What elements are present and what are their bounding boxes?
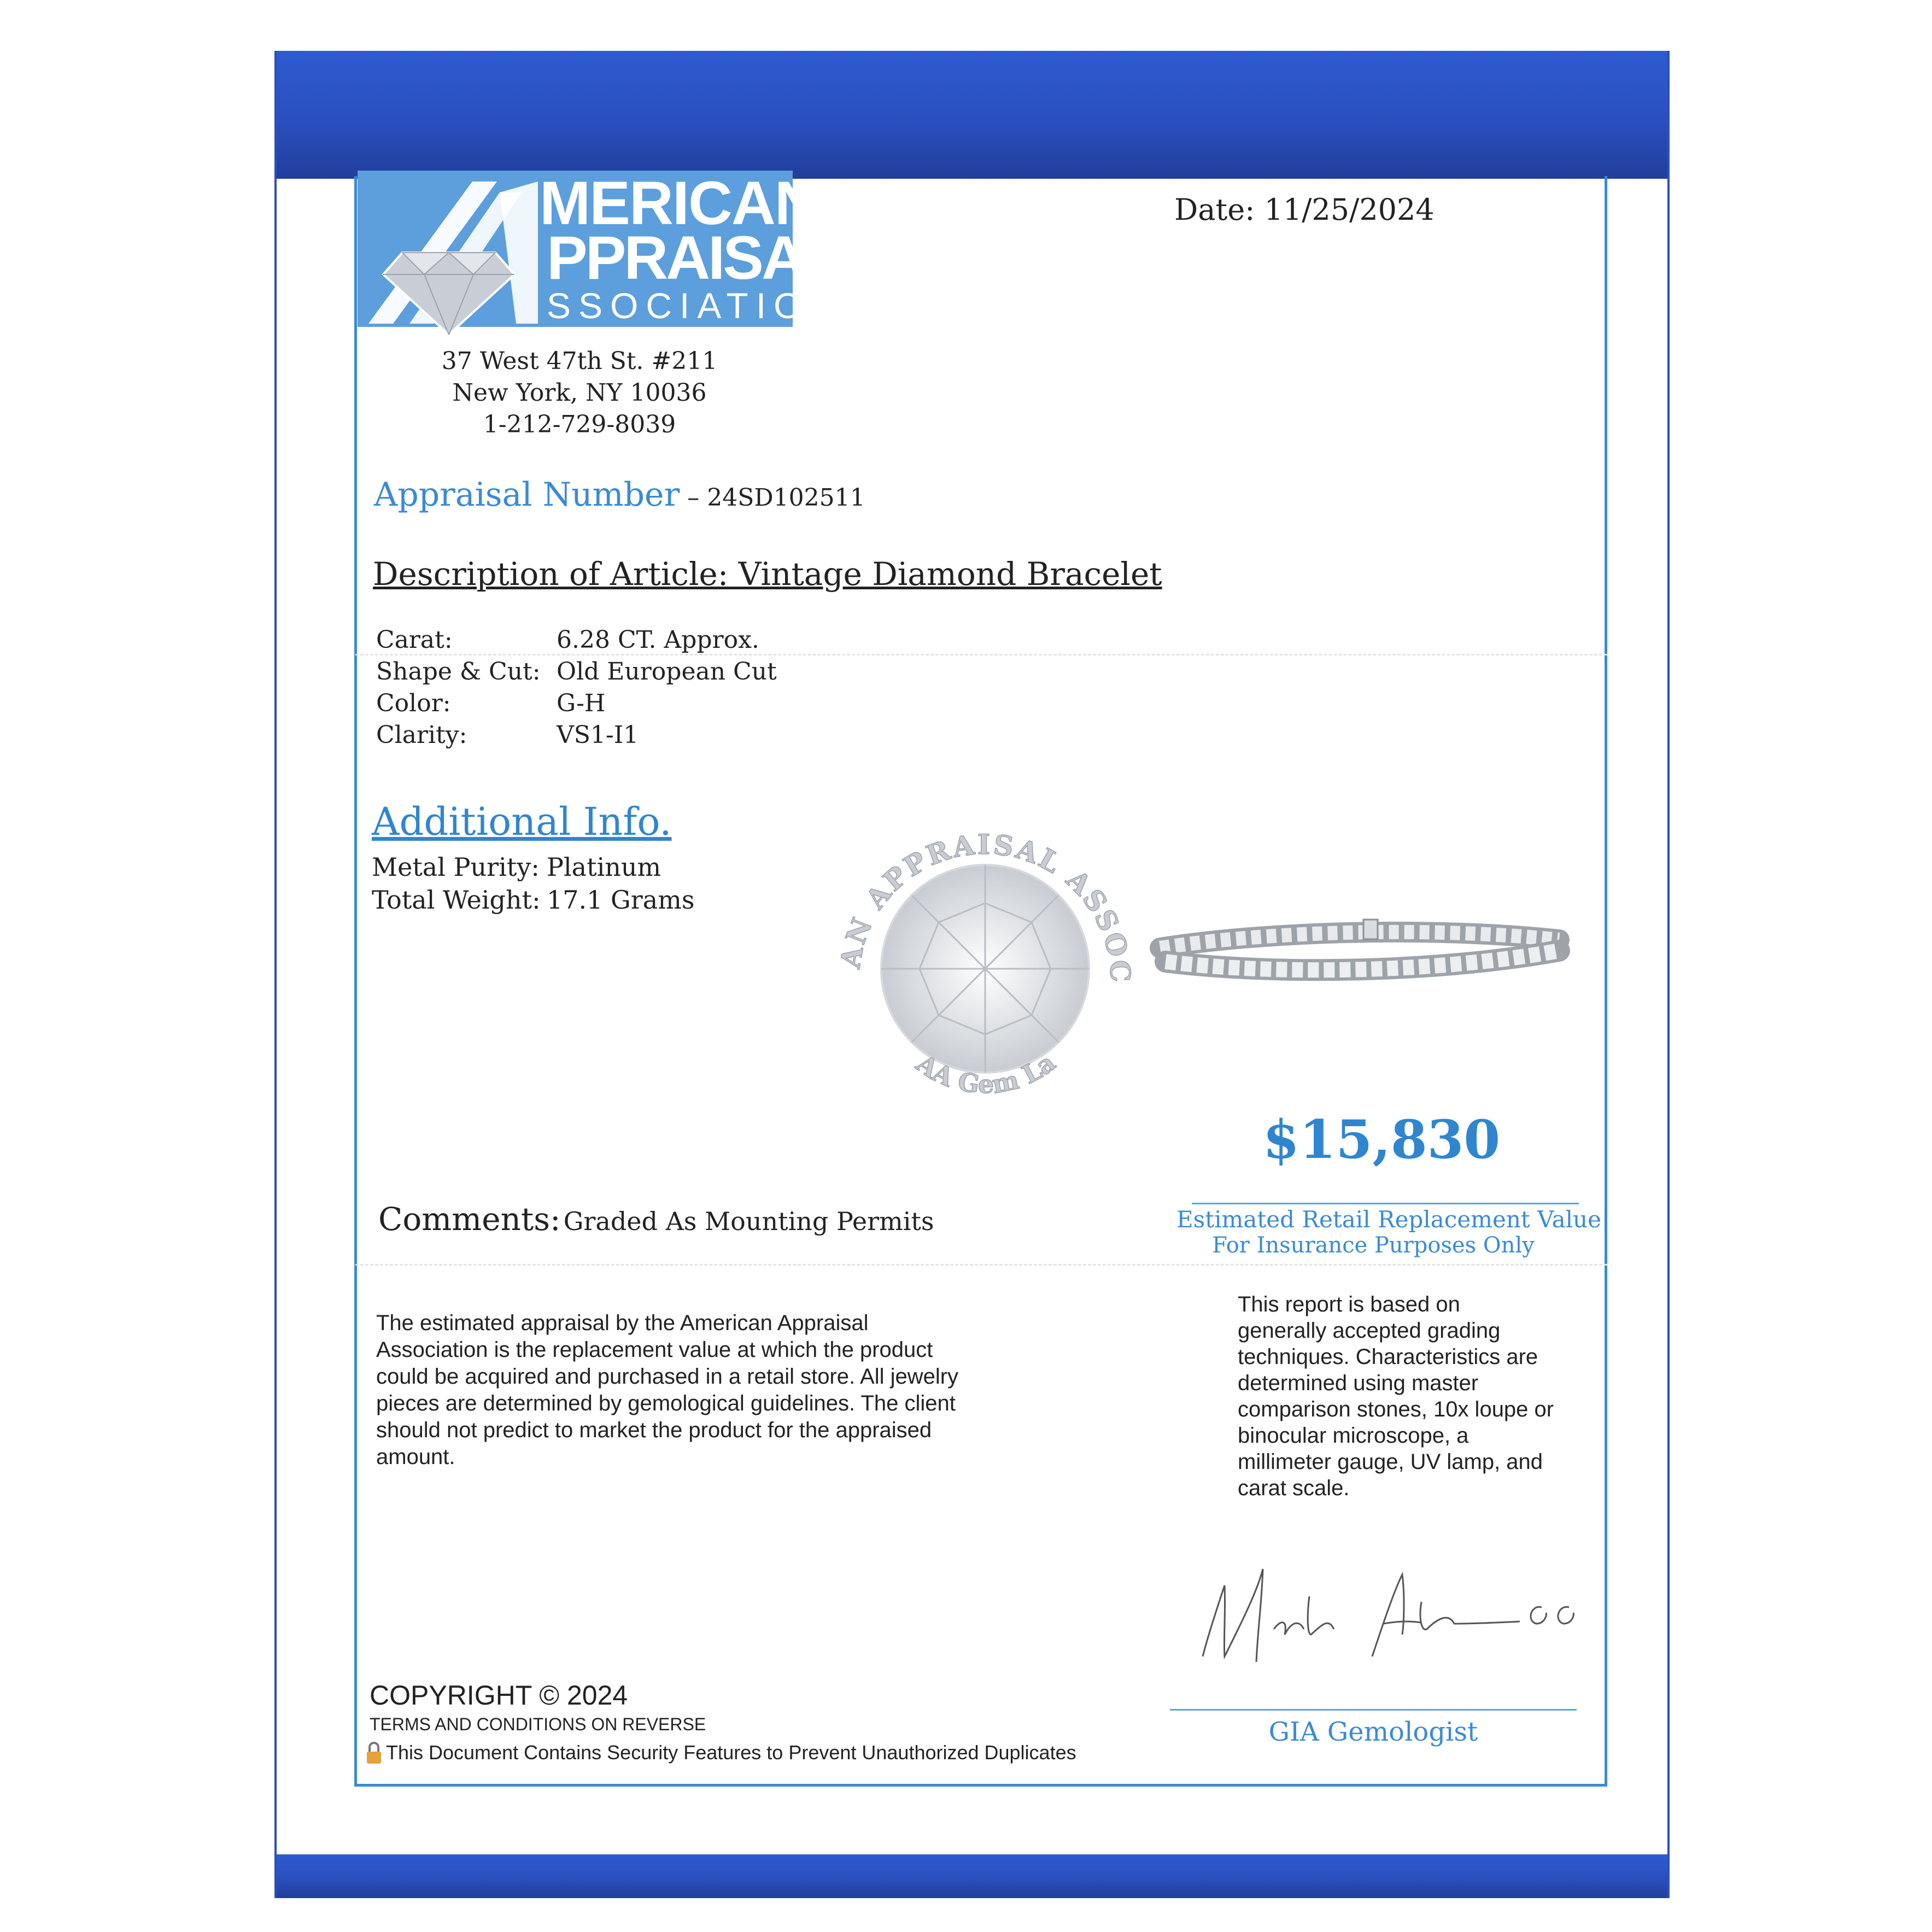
gemologist-signature [1192, 1553, 1585, 1681]
appraised-value: $15,830 [1263, 1109, 1501, 1170]
fold-line-2 [355, 1264, 1607, 1266]
metal-purity-row: Metal Purity: Platinum [372, 852, 661, 882]
seal-bottom-text: AA Gem La [911, 1047, 1061, 1099]
appraisal-number-value: 24SD102511 [707, 484, 865, 512]
logo-line-1: MERICAN [540, 169, 818, 237]
association-logo [358, 169, 844, 327]
appraisal-number-label: Appraisal Number [374, 476, 680, 514]
gem-specs [376, 624, 777, 751]
phone-number: 1-212-729-8039 [483, 411, 676, 438]
logo-diamond-icon [383, 253, 514, 335]
security-notice [365, 1741, 1076, 1765]
copyright: COPYRIGHT © 2024 [370, 1680, 628, 1711]
seal-arc-text: AN APPRAISAL ASSOC [834, 828, 1137, 985]
lock-icon [365, 1741, 383, 1765]
terms-notice: TERMS AND CONDITIONS ON REVERSE [370, 1714, 706, 1734]
bracelet-image [1155, 910, 1565, 994]
article-description: Description of Article: Vintage Diamond Bracelet [373, 555, 1162, 593]
spec-row-color: Color: G-H [376, 689, 606, 717]
value-rule [1192, 1203, 1579, 1204]
address-line-2: New York, NY 10036 [452, 379, 707, 407]
signature-rule [1170, 1709, 1577, 1711]
appraisal-date: Date: 11/25/2024 [1174, 192, 1435, 227]
logo-line-3: SSOCIATION [547, 285, 844, 326]
gemologist-title: GIA Gemologist [1268, 1717, 1478, 1747]
gem-lab-seal [816, 799, 1155, 1140]
spec-row-clarity: Clarity: VS1-I1 [376, 721, 639, 749]
logo-line-2: PPRAISAL [547, 224, 839, 292]
total-weight-row: Total Weight: 17.1 Grams [372, 885, 695, 915]
spec-row-carat: Carat: 6.28 CT. Approx. [376, 626, 759, 654]
comments-label: Comments: [378, 1201, 561, 1238]
appraisal-number-separator: – [680, 484, 707, 512]
value-caption-line-2: For Insurance Purposes Only [1212, 1233, 1535, 1258]
comments [378, 1201, 934, 1238]
additional-info-heading: Additional Info. [372, 799, 672, 844]
value-caption-line-1: Estimated Retail Replacement Value [1176, 1206, 1601, 1233]
additional-info [372, 851, 694, 916]
report-note: This report is based on generally accepted grading techniques. Characteristics are determined using master comparison stones, 10x loupe or binocular microscope, a millimeter gauge, UV lamp, and carat scale. [1238, 1292, 1554, 1500]
address-line-1: 37 West 47th St. #211 [441, 347, 718, 375]
security-notice-text: This Document Contains Security Features to Prevent Unauthorized Duplicates [386, 1741, 1076, 1764]
appraisal-number [374, 476, 865, 514]
value-caption [1176, 1206, 1601, 1258]
disclaimer-text: The estimated appraisal by the American Appraisal Association is the replacement value at which the product could be acquired and purchased in a retail store. All jewelry pieces are determined by gemological guidelines. The client should not predict to market the product for the appraised amount. [376, 1311, 959, 1469]
comments-value: Graded As Mounting Permits [563, 1207, 934, 1236]
spec-row-shape: Shape & Cut: Old European Cut [376, 658, 777, 686]
organization-address [426, 346, 733, 441]
